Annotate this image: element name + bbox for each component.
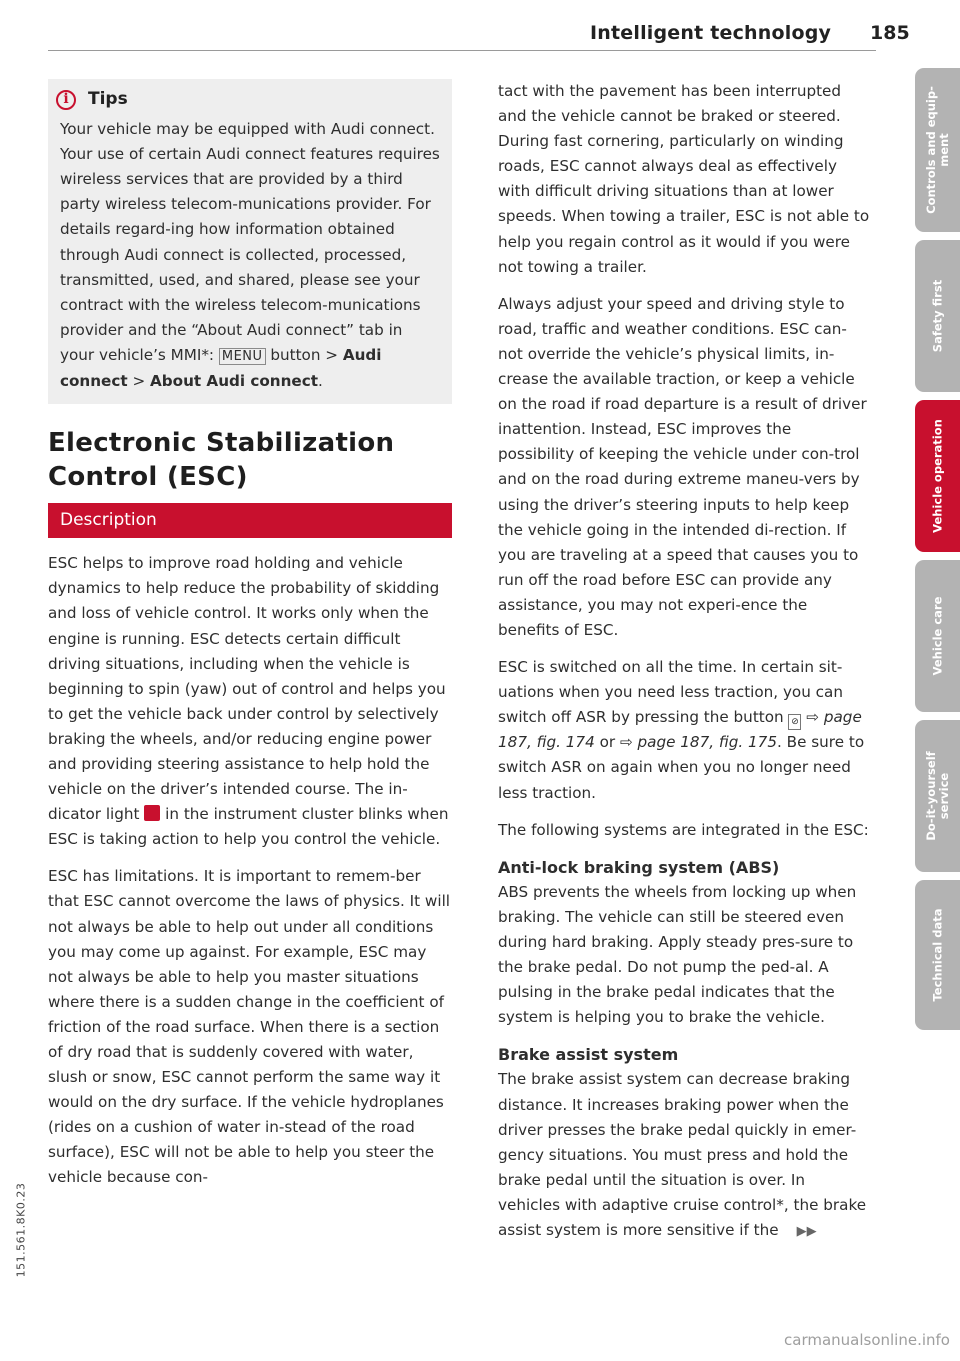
right-column bbox=[498, 79, 870, 1256]
paragraph: tact with the pavement has been interrupted and the vehicle cannot be braked or steered. During fast cornering, particularly on winding roads, ESC cannot always deal as effectively with difficult driving situations than at lower speeds. When towing a trailer, ESC is not able to help you regain control as it would if you were not towing a trailer. bbox=[498, 82, 870, 276]
abs-heading: Anti-lock braking system (ABS) bbox=[498, 857, 780, 877]
brake-assist-heading: Brake assist system bbox=[498, 1045, 679, 1065]
document-code-text: 151.561.8K0.23 bbox=[14, 1182, 28, 1278]
document-code bbox=[12, 1100, 30, 1360]
asr-or: or bbox=[594, 733, 620, 752]
tab-label: Vehicle care bbox=[930, 596, 944, 676]
tips-title: Tips bbox=[88, 89, 128, 109]
tab-controls-and-equipment[interactable] bbox=[915, 68, 960, 232]
tips-header bbox=[60, 87, 440, 112]
tips-end: . bbox=[318, 372, 323, 391]
continue-arrow-icon: ▶▶ bbox=[796, 1224, 817, 1240]
paragraph bbox=[498, 655, 870, 806]
subsection-bar: Description bbox=[48, 503, 452, 538]
paragraph: The following systems are integrated in the ESC: bbox=[498, 820, 869, 839]
page-ref-link[interactable]: ⇨ page 187, fig. 175 bbox=[619, 733, 778, 752]
tips-nav-about: About Audi connect bbox=[150, 372, 318, 391]
asr-text: ESC is switched on all the time. In certain sit-uations when you need less traction, you can switch off ASR by pressing the button bbox=[498, 658, 843, 727]
paragraph: ABS prevents the wheels from locking up when braking. The vehicle can still be steered even during hard braking. Apply steady pres-sure to the brake pedal. Do not pump the ped-al. A pulsing in the brake pedal indicates that the system is helping you to brake the vehicle. bbox=[498, 882, 857, 1027]
page-number: 185 bbox=[870, 22, 910, 44]
tips-nav-audi-connect: Audi connect bbox=[60, 345, 382, 391]
tips-text: Your vehicle may be equipped with Audi connect. Your use of certain Audi connect features requires wireless services that are provided by a third party wireless telecom-munications provider. For details regard-ing how information obtained through Audi connect is collected, processed, transmitted, used, and shared, please see your contract with the wireless telecom-munications provider and the “About Audi connect” tab in your vehicle’s MMI*: bbox=[60, 120, 440, 364]
page-ref-link[interactable]: ⇨ page 187, fig. 174 bbox=[498, 708, 862, 752]
tips-body bbox=[60, 117, 440, 394]
section-title: Electronic Stabilization Control (ESC) bbox=[48, 428, 395, 493]
tab-technical-data[interactable] bbox=[915, 880, 960, 1030]
tab-label: Vehicle operation bbox=[930, 419, 944, 533]
tab-label: Technical data bbox=[930, 908, 944, 1002]
info-icon: i bbox=[56, 90, 76, 110]
paragraph bbox=[498, 1067, 870, 1244]
esc-indicator-icon bbox=[144, 805, 160, 821]
running-header-title: Intelligent technology bbox=[590, 22, 832, 44]
tab-safety-first[interactable] bbox=[915, 240, 960, 392]
tips-button-word: button > bbox=[265, 345, 343, 364]
header-rule bbox=[48, 50, 876, 51]
paragraph: ESC has limitations. It is important to remem-ber that ESC cannot overcome the laws of physics. It will not always be able to help out under all conditions you may come up against. For example, ESC may not always be able to help you master situations where there is a sudden change in the coefficient of friction of the road surface. When there is a section of dry road that is suddenly covered with water, slush or snow, ESC cannot perform the same way it would on the dry surface. If the vehicle hydroplanes (rides on a cushion of water in-stead of the road surface), ESC will not be able to help you steer the vehicle because con- bbox=[48, 867, 451, 1187]
tab-label: Controls and equip- ment bbox=[923, 86, 951, 214]
tab-label: Do-it-yourself service bbox=[923, 751, 951, 841]
menu-key: MENU bbox=[219, 348, 266, 365]
asr-button-icon: ⊘ bbox=[788, 714, 801, 730]
tab-vehicle-operation[interactable] bbox=[915, 400, 960, 552]
asr-text-cont: . Be sure to switch ASR on again when you no longer need less traction. bbox=[498, 733, 865, 802]
paragraph bbox=[48, 551, 452, 852]
tips-box bbox=[48, 79, 452, 404]
brake-assist-text: The brake assist system can decrease braking distance. It increases braking power when the driver presses the brake pedal quickly in emer-gency situations. You must press and hold the brake pedal until the situation is over. In vehicles with adaptive cruise control*, the brake assist system is more sensitive if the bbox=[498, 1070, 867, 1240]
tab-do-it-yourself-service[interactable] bbox=[915, 720, 960, 872]
esc-intro-text: ESC helps to improve road holding and vehicle dynamics to help reduce the probability of skidding and loss of vehicle control. It works only when the engine is running. ESC detects certain difficult driving situations, including when the vehicle is beginning to spin (yaw) out of control and helps you to get the vehicle back under control by selectively braking the wheels, and/or reducing engine power and providing steering assistance to help hold the vehicle on the driver’s intended course. The in-dicator light bbox=[48, 554, 446, 824]
tips-nav-sep: > bbox=[127, 372, 151, 391]
paragraph: Always adjust your speed and driving style to road, traffic and weather conditions. ESC can-not override the vehicle’s physical limits, in-crease the available traction, or keep a vehicle on the road if road departure is a result of driver inattention. Instead, ESC improves the possibility of keeping the vehicle under con-trol and on the road during extreme maneu-vers by using the driver’s steering inputs to help keep the vehicle going in the intended di-rection. If you are traveling at a speed that causes you to run off the road before ESC can provide any assistance, you may not experi-ence the benefits of ESC. bbox=[498, 294, 867, 639]
tab-label: Safety first bbox=[930, 279, 944, 353]
left-column bbox=[48, 79, 452, 1203]
tab-vehicle-care[interactable] bbox=[915, 560, 960, 712]
watermark: carmanualsonline.info bbox=[784, 1331, 950, 1349]
esc-intro-text-cont: in the instrument cluster blinks when ESC is taking action to help you control the vehicle. bbox=[48, 805, 449, 849]
